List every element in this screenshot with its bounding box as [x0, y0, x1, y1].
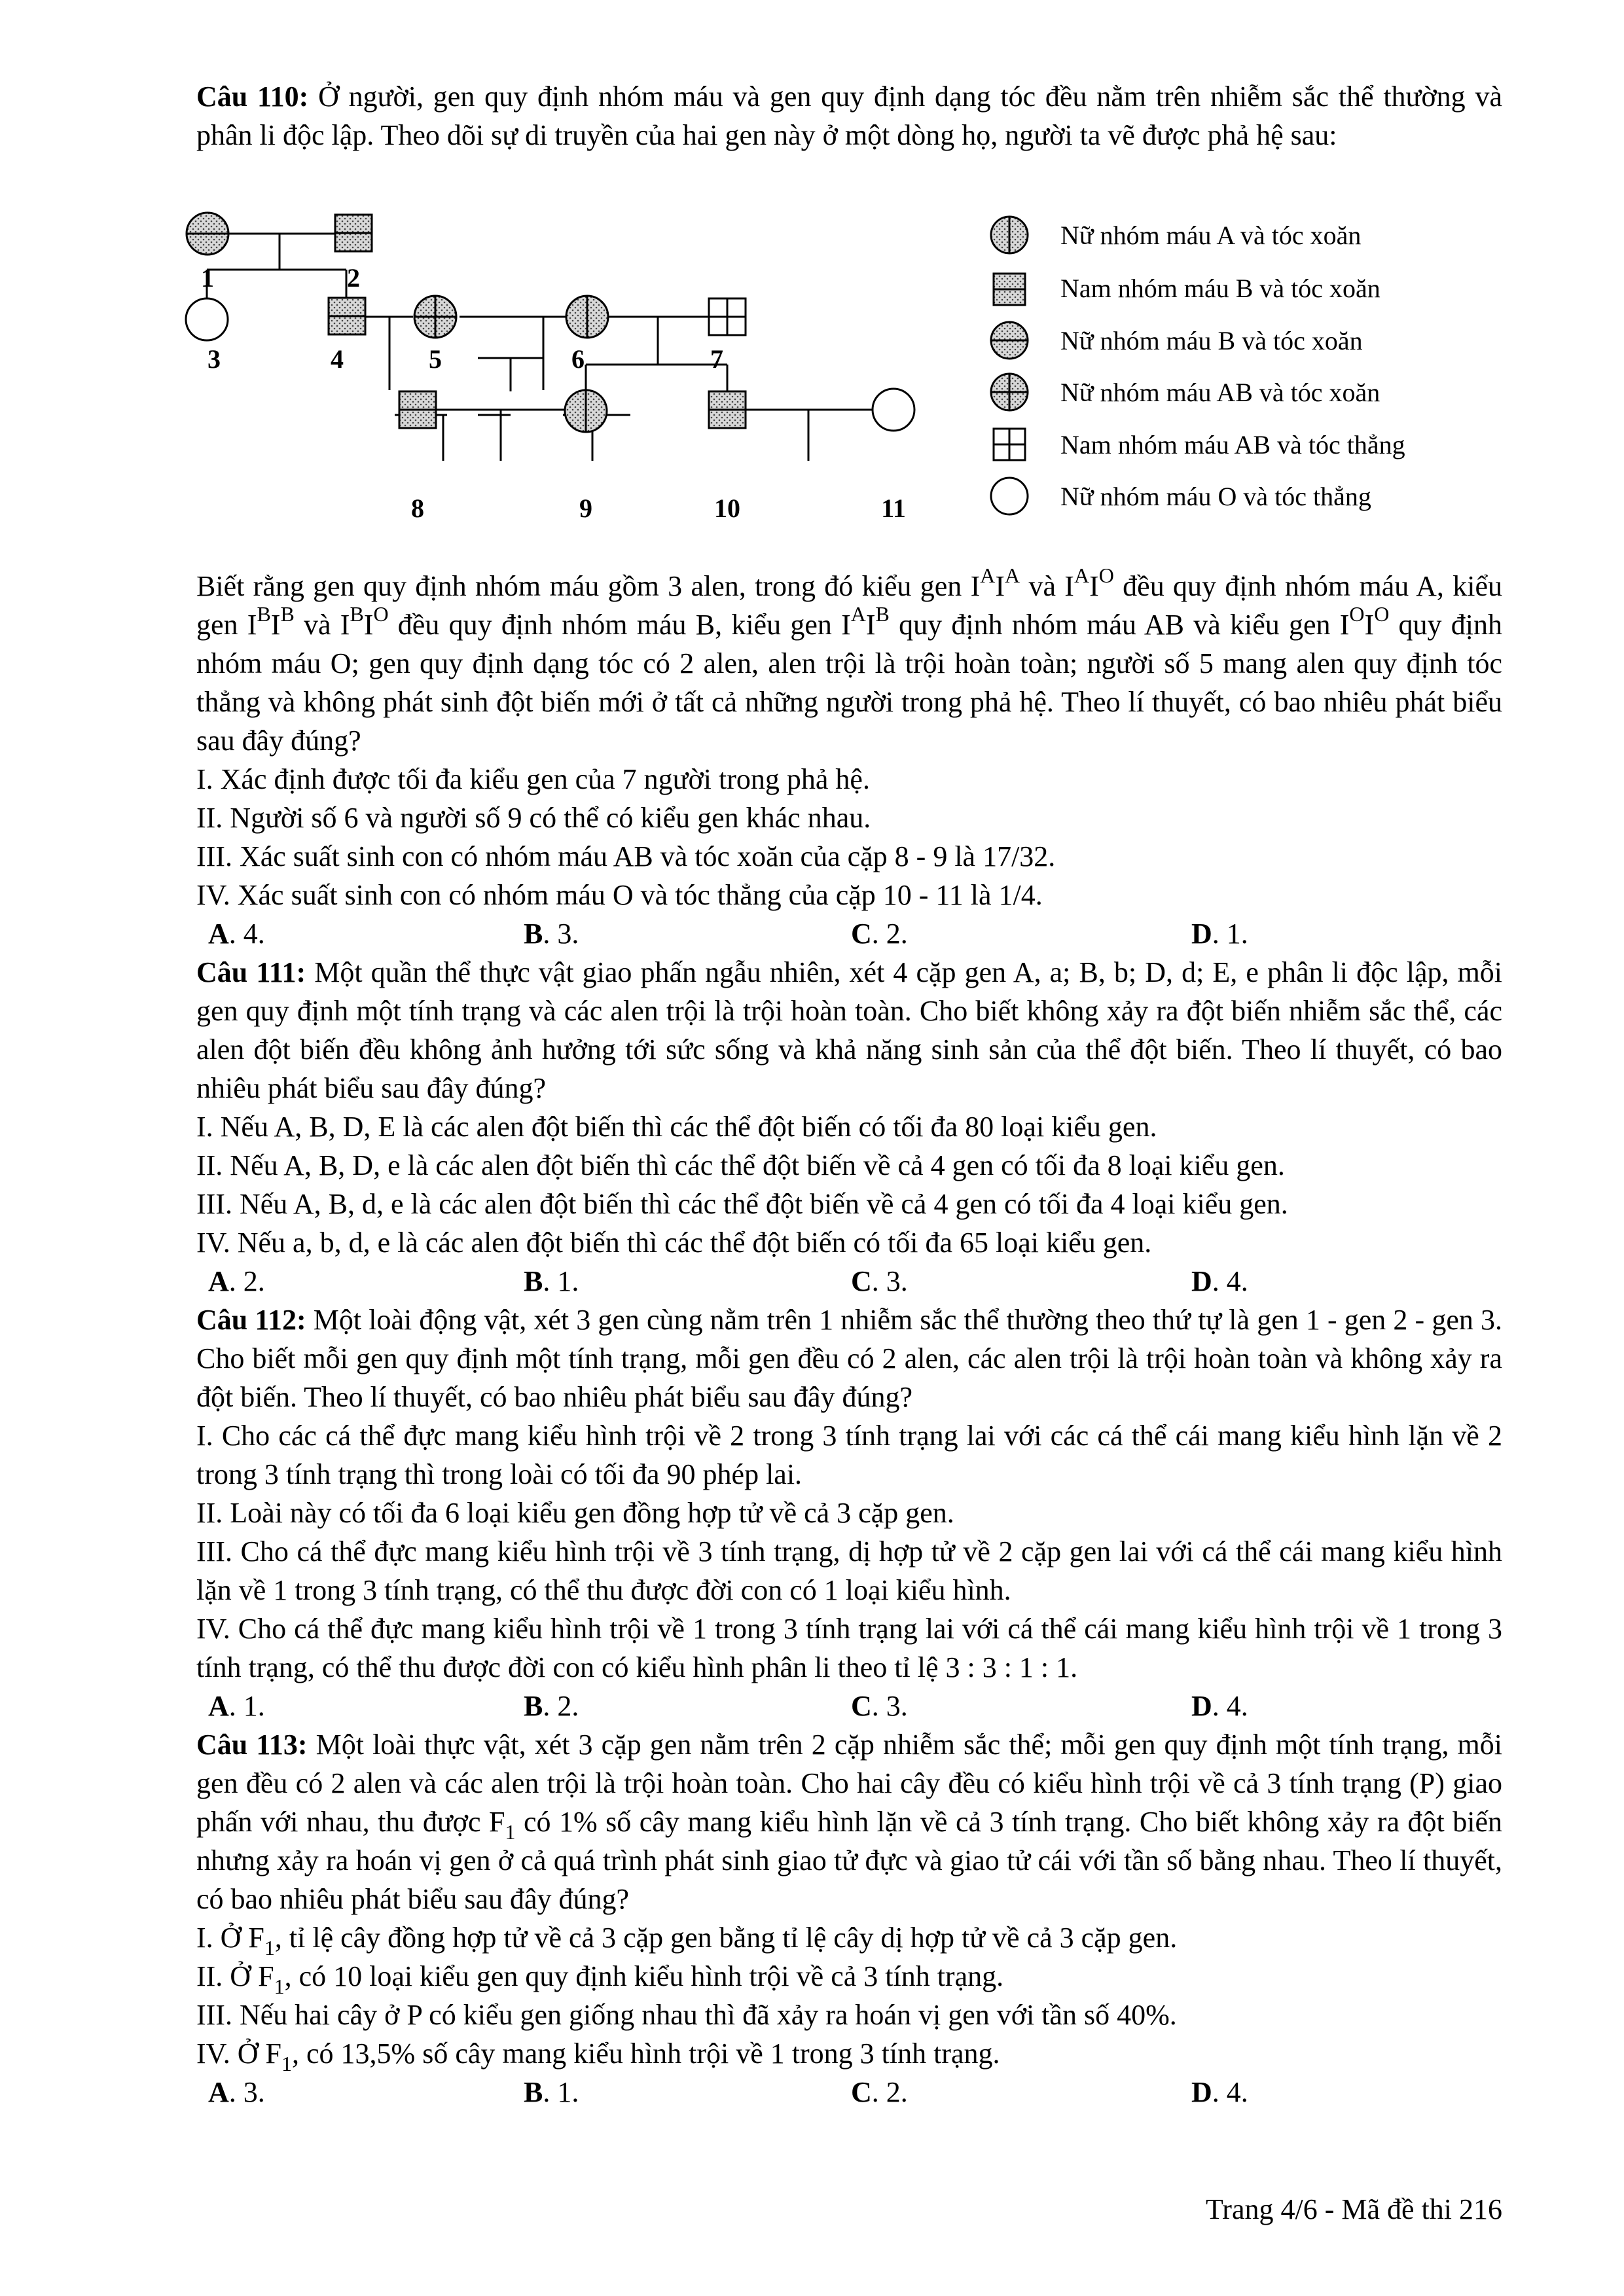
q110-label: Câu 110:	[196, 81, 309, 113]
individual-6-symbol	[566, 296, 608, 338]
q112-option-c[interactable]: C. 3.	[851, 1690, 908, 1722]
q110-option-b[interactable]: B. 3.	[524, 918, 579, 950]
q113-statement-3: III. Nếu hai cây ở P có kiểu gen giống nhau thì đã xảy ra hoán vị gen với tần số 40%.	[196, 1999, 1177, 2031]
individual-11-symbol	[873, 389, 914, 431]
q110-statement-4: IV. Xác suất sinh con có nhóm máu O và tóc thẳng của cặp 10 - 11 là 1/4.	[196, 879, 1043, 911]
q113-option-d[interactable]: D. 4.	[1191, 2076, 1248, 2108]
individual-3-number: 3	[208, 344, 221, 374]
q111-option-b[interactable]: B. 1.	[524, 1265, 579, 1297]
q110-options	[196, 914, 1502, 953]
pedigree-legend	[991, 217, 1405, 514]
legend-label-3: Nữ nhóm máu B và tóc xoăn	[1060, 326, 1363, 355]
legend-label-6: Nữ nhóm máu O và tóc thẳng	[1060, 482, 1371, 511]
individual-1-symbol	[187, 213, 228, 255]
legend-female-a-curly-symbol	[991, 217, 1028, 253]
individual-6-number: 6	[571, 344, 585, 374]
pedigree-diagram	[173, 204, 1476, 545]
q111-statement-1: I. Nếu A, B, D, E là các alen đột biến thì các thể đột biến có tối đa 80 loại kiểu gen.	[196, 1111, 1157, 1143]
q110-condition: Biết rằng gen quy định nhóm máu gồm 3 alen, trong đó kiểu gen $I^AI^A$ và $I^AI^O$ đều quy định nhóm máu A, kiểu gen $I^BI^B$ và $I^BI^O$ đều quy định nhóm máu B, kiểu gen $I^AI^B$ quy định nhóm máu AB và kiểu gen $I^OI^O$ quy định nhóm máu O; gen quy định dạng tóc có 2 alen, alen trội là trội hoàn toàn; người số 5 mang alen quy định tóc thẳng và không phát sinh đột biến mới ở tất cả những người trong phả hệ. Theo lí thuyết, có bao nhiêu phát biểu sau đây đúng?	[196, 564, 1503, 757]
q111-label: Câu 111:	[196, 956, 306, 988]
q110-statement-1: I. Xác định được tối đa kiểu gen của 7 người trong phả hệ.	[196, 763, 870, 795]
q111-option-d[interactable]: D. 4.	[1191, 1265, 1248, 1297]
legend-male-ab-straight-symbol	[994, 429, 1025, 460]
legend-female-ab-curly-symbol	[991, 374, 1028, 410]
q113-statement-1: I. Ở $F_1$, tỉ lệ cây đồng hợp tử về cả 3 cặp gen bằng tỉ lệ cây dị hợp tử về cả 3 cặp gen.	[196, 1922, 1178, 1960]
q110-intro	[196, 77, 1502, 154]
individual-10-number: 10	[714, 493, 740, 523]
individual-8-number: 8	[411, 493, 424, 523]
individual-10-symbol	[709, 391, 746, 428]
q113-option-b[interactable]: B. 1.	[524, 2076, 579, 2108]
q112-statement-1: I. Cho các cá thể đực mang kiểu hình trội về 2 trong 3 tính trạng lai với các cá thể cái mang kiểu hình lặn về 2 trong 3 tính trạng thì trong loài có tối đa 90 phép lai.	[196, 1420, 1502, 1490]
individual-4-number: 4	[331, 344, 344, 374]
q110-option-c[interactable]: C. 2.	[851, 918, 908, 950]
individual-9-number: 9	[579, 493, 592, 523]
legend-label-5: Nam nhóm máu AB và tóc thẳng	[1060, 430, 1405, 459]
q112-option-b[interactable]: B. 2.	[524, 1690, 579, 1722]
q112-option-a[interactable]: A. 1.	[208, 1690, 265, 1722]
q113-statement-2: II. Ở $F_1$, có 10 loại kiểu gen quy định kiểu hình trội về cả 3 tính trạng.	[196, 1960, 1004, 1998]
individual-2-number: 2	[347, 263, 360, 293]
q110-statement-2: II. Người số 6 và người số 9 có thể có kiểu gen khác nhau.	[196, 802, 871, 834]
q112-statement-3: III. Cho cá thể đực mang kiểu hình trội về 3 tính trạng, dị hợp tử về 2 cặp gen lai với cá thể cái mang kiểu hình lặn về 1 trong 3 tính trạng, có thể thu được đời con có 1 loại kiểu hình.	[196, 1535, 1502, 1606]
q113-options	[196, 2073, 1502, 2111]
q113-option-a[interactable]: A. 3.	[208, 2076, 265, 2108]
individual-11-number: 11	[881, 493, 906, 523]
legend-male-b-curly-symbol	[994, 274, 1025, 305]
q112-intro: Câu 112: Một loài động vật, xét 3 gen cùng nằm trên 1 nhiễm sắc thể thường theo thứ tự là gen 1 - gen 2 - gen 3. Cho biết mỗi gen quy định một tính trạng, mỗi gen đều có 2 alen, các alen trội là trội hoàn toàn và không xảy ra đột biến. Theo lí thuyết, có bao nhiêu phát biểu sau đây đúng?	[196, 1304, 1502, 1413]
individual-5-number: 5	[429, 344, 442, 374]
q112-label: Câu 112:	[196, 1304, 306, 1336]
q110-option-d[interactable]: D. 1.	[1191, 918, 1248, 950]
individual-7-symbol	[709, 298, 746, 335]
individual-2-symbol	[335, 215, 372, 251]
legend-label-1: Nữ nhóm máu A và tóc xoăn	[1060, 221, 1362, 250]
q110-statement-3: III. Xác suất sinh con có nhóm máu AB và tóc xoăn của cặp 8 - 9 là 17/32.	[196, 840, 1056, 872]
q113-intro: Câu 113: Một loài thực vật, xét 3 cặp gen nằm trên 2 cặp nhiễm sắc thể; mỗi gen quy định một tính trạng, mỗi gen đều có 2 alen và các alen trội là trội hoàn toàn. Cho hai cây đều có kiểu hình trội về cả 3 tính trạng (P) giao phấn với nhau, thu được $F_1$ có 1% số cây mang kiểu hình lặn về cả 3 tính trạng. Cho biết không xảy ra đột biến nhưng xảy ra hoán vị gen ở cả quá trình phát sinh giao tử đực và giao tử cái với tần số bằng nhau. Theo lí thuyết, có bao nhiêu phát biểu sau đây đúng?	[196, 1729, 1502, 1915]
individual-7-number: 7	[710, 344, 723, 374]
individual-9-symbol	[565, 390, 607, 432]
q112-statement-4: IV. Cho cá thể đực mang kiểu hình trội về 1 trong 3 tính trạng lai với cá thể cái mang kiểu hình trội về 1 trong 3 tính trạng, có thể thu được đời con có kiểu hình phân li theo tỉ lệ 3 : 3 : 1 : 1.	[196, 1613, 1502, 1683]
legend-label-4: Nữ nhóm máu AB và tóc xoăn	[1060, 378, 1380, 407]
q110-option-a[interactable]: A. 4.	[208, 918, 265, 950]
q111-statement-2: II. Nếu A, B, D, e là các alen đột biến thì các thể đột biến về cả 4 gen có tối đa 8 loại kiểu gen.	[196, 1149, 1285, 1181]
legend-female-b-curly-symbol	[991, 322, 1028, 359]
q111-statement-4: IV. Nếu a, b, d, e là các alen đột biến thì các thể đột biến có tối đa 65 loại kiểu gen.	[196, 1227, 1152, 1259]
q111-statement-3: III. Nếu A, B, d, e là các alen đột biến thì các thể đột biến về cả 4 gen có tối đa 4 loại kiểu gen.	[196, 1188, 1288, 1220]
individual-1-number: 1	[201, 263, 214, 293]
legend-label-2: Nam nhóm máu B và tóc xoăn	[1060, 274, 1380, 303]
q111-option-a[interactable]: A. 2.	[208, 1265, 265, 1297]
q110-body	[196, 564, 1503, 2111]
pedigree-lines-lower	[436, 317, 873, 461]
q113-label: Câu 113:	[196, 1729, 308, 1761]
individual-8-symbol	[399, 391, 436, 428]
q112-statement-2: II. Loài này có tối đa 6 loại kiểu gen đồng hợp tử về cả 3 cặp gen.	[196, 1497, 954, 1529]
q112-options	[196, 1687, 1502, 1725]
legend-female-o-straight-symbol	[991, 478, 1028, 514]
individual-3-symbol	[186, 298, 228, 340]
q110-intro-text: Ở người, gen quy định nhóm máu và gen quy định dạng tóc đều nằm trên nhiễm sắc thể thường và phân li độc lập. Theo dõi sự di truyền của hai gen này ở một dòng họ, người ta vẽ được phả hệ sau:	[196, 81, 1503, 151]
q111-option-c[interactable]: C. 3.	[851, 1265, 908, 1297]
individual-5-symbol	[414, 296, 456, 338]
q112-option-d[interactable]: D. 4.	[1191, 1690, 1248, 1722]
q113-statement-4: IV. Ở $F_1$, có 13,5% số cây mang kiểu hình trội về 1 trong 3 tính trạng.	[196, 2037, 1000, 2075]
page-footer: Trang 4/6 - Mã đề thi 216	[1205, 2193, 1502, 2225]
q111-options	[196, 1262, 1502, 1300]
q113-option-c[interactable]: C. 2.	[851, 2076, 908, 2108]
individual-4-symbol	[329, 298, 365, 334]
q111-intro: Câu 111: Một quần thể thực vật giao phấn ngẫu nhiên, xét 4 cặp gen A, a; B, b; D, d; E, e phân li độc lập, mỗi gen quy định một tính trạng và các alen trội là trội hoàn toàn. Cho biết không xảy ra đột biến nhiễm sắc thể, các alen đột biến đều không ảnh hưởng tới sức sống và khả năng sinh sản của thể đột biến. Theo lí thuyết, có bao nhiêu phát biểu sau đây đúng?	[196, 956, 1503, 1104]
